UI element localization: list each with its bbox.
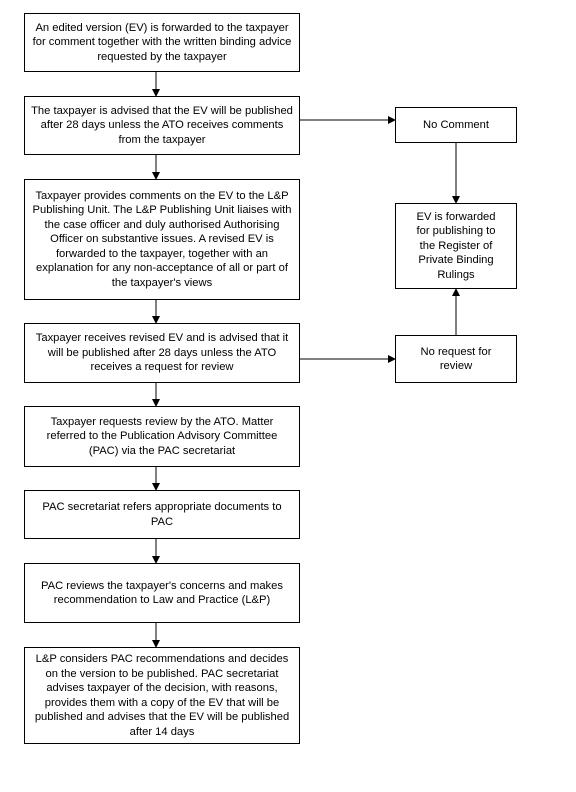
no-request-box bbox=[395, 335, 517, 383]
step-3-text: Taxpayer provides comments on the EV to the L&P Publishing Unit. The L&P Publishing Unit liaises with the case officer and duly authorised Authorising Officer on substantive issues. A revised EV is forwarded to the taxpayer, together with an explanation for any non-acceptance of all or part of the taxpayer's views bbox=[32, 189, 292, 289]
register-text: EV is forwarded for publishing to the Register of Private Binding Rulings bbox=[416, 210, 496, 281]
register-box bbox=[395, 203, 517, 289]
step-2-text: The taxpayer is advised that the EV will be published after 28 days unless the ATO receives comments from the taxpayer bbox=[31, 104, 293, 146]
step-7-box bbox=[24, 563, 300, 623]
no-comment-text: No Comment bbox=[423, 118, 489, 131]
step-4-text: Taxpayer receives revised EV and is advised that it will be published after 28 days unless the ATO receives a request for review bbox=[35, 332, 289, 374]
step-4-box bbox=[24, 323, 300, 383]
step-6-text: PAC secretariat refers appropriate documents to PAC bbox=[42, 501, 282, 528]
step-6-box bbox=[24, 490, 300, 539]
step-8-box bbox=[24, 647, 300, 744]
step-5-text: Taxpayer requests review by the ATO. Matter referred to the Publication Advisory Committee (PAC) via the PAC secretariat bbox=[46, 415, 278, 457]
step-8-text: L&P considers PAC recommendations and decides on the version to be published. PAC secretariat advises taxpayer of the decision, with reasons, provides them with a copy of the EV that will be published and advises that the EV will be published after 14 days bbox=[34, 653, 290, 738]
step-3-box bbox=[24, 179, 300, 300]
step-1-text: An edited version (EV) is forwarded to the taxpayer for comment together with the written binding advice requested by the taxpayer bbox=[32, 21, 292, 63]
no-comment-box bbox=[395, 107, 517, 143]
step-2-box bbox=[24, 96, 300, 155]
no-request-text: No request for review bbox=[420, 345, 492, 372]
step-7-text: PAC reviews the taxpayer's concerns and makes recommendation to Law and Practice (L&P) bbox=[41, 579, 283, 606]
step-5-box bbox=[24, 406, 300, 467]
step-1-box bbox=[24, 13, 300, 72]
